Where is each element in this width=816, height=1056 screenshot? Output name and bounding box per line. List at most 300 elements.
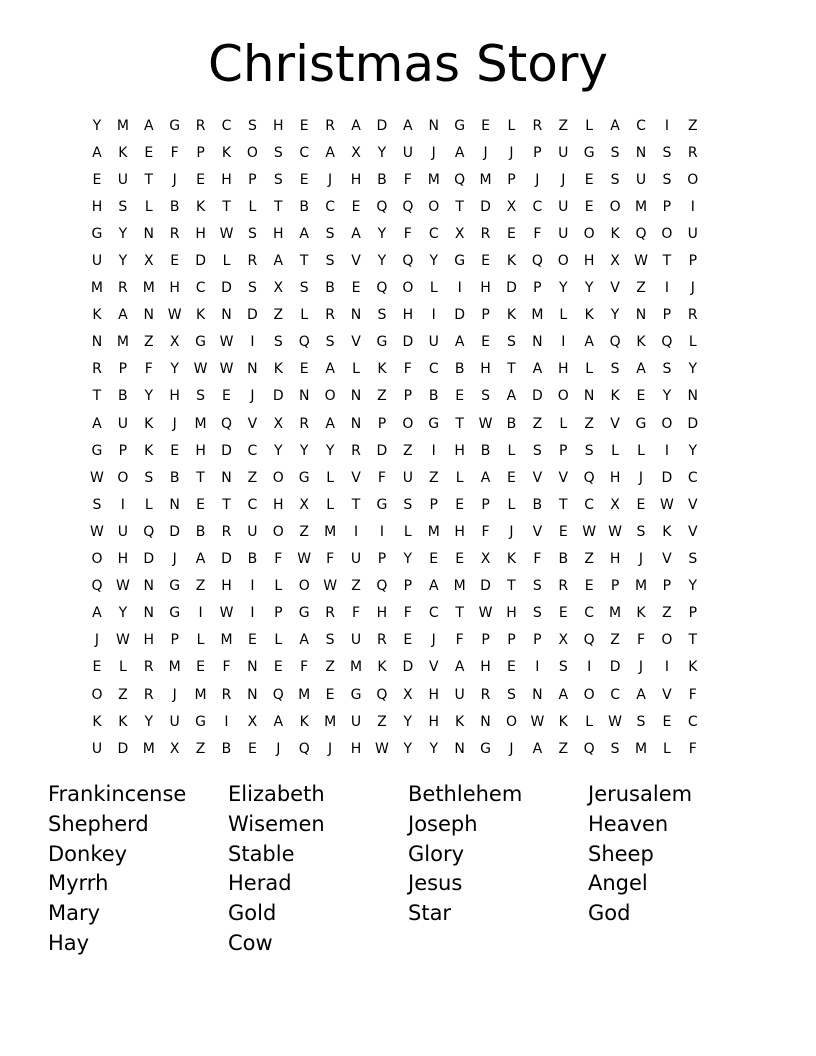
grid-letter: K [118,144,128,161]
grid-letter: O [272,523,284,540]
grid-letter: N [91,334,103,351]
grid-letter: O [609,198,621,215]
grid-letter: W [297,551,312,568]
word-list-item: Glory [408,841,465,866]
grid-letter: Q [376,686,388,703]
grid-letter: T [196,469,205,486]
grid-letter: Z [325,659,335,676]
grid-letter: J [172,551,177,568]
grid-letter: P [274,605,283,622]
grid-letter: L [248,198,257,215]
grid-letter: W [90,523,104,540]
word-list-item: Stable [228,841,295,866]
grid-letter: D [376,117,388,134]
grid-letter: W [167,307,182,324]
grid-letter: E [273,659,283,676]
grid-letter: E [299,361,309,378]
grid-letter: O [557,253,569,270]
grid-letter: W [582,523,597,540]
grid-letter: G [91,225,103,242]
grid-letter: K [662,523,672,540]
grid-letter: T [455,198,464,215]
word-list-item: Star [408,901,452,926]
grid-letter: D [221,280,232,297]
grid-letter: X [299,496,309,513]
grid-letter: E [170,442,180,459]
grid-letter: E [507,659,516,676]
grid-letter: L [196,632,205,649]
grid-letter: L [688,334,697,351]
grid-letter: A [118,307,128,324]
grid-row [84,654,732,681]
grid-letter: N [583,388,595,405]
grid-letter: T [507,578,516,595]
grid-letter: I [353,523,359,540]
grid-letter: S [688,551,698,568]
grid-letter: S [610,144,620,161]
grid-row [84,139,732,166]
grid-letter: T [558,496,568,513]
grid-letter: H [609,469,621,486]
grid-letter: P [196,144,205,161]
word-list-item: Frankincense [48,782,187,806]
grid-letter: Z [377,388,387,405]
grid-letter: K [636,334,646,351]
grid-letter: A [143,117,154,134]
grid-letter: K [688,659,698,676]
grid-letter: R [325,307,335,324]
grid-letter: N [221,307,232,324]
grid-letter: U [117,415,128,432]
grid-letter: J [172,171,177,188]
grid-row [84,166,732,193]
grid-letter: M [427,523,440,540]
grid-letter: T [351,496,361,513]
grid-letter: E [92,659,102,676]
grid-letter: N [143,307,154,324]
grid-letter: O [583,225,595,242]
grid-letter: K [506,307,517,324]
grid-letter: B [169,469,180,486]
grid-letter: G [298,605,310,622]
grid-letter: Y [325,442,335,459]
grid-letter: E [481,334,490,351]
grid-letter: I [664,117,669,134]
grid-letter: L [429,280,438,297]
grid-letter: Y [377,225,387,242]
grid-letter: K [377,361,387,378]
grid-letter: N [143,605,154,622]
grid-letter: L [507,117,516,134]
grid-letter: D [454,307,466,324]
grid-letter: S [662,144,672,161]
grid-letter: I [535,659,540,676]
grid-row [84,356,732,383]
grid-letter: E [222,388,231,405]
grid-letter: I [198,605,203,622]
grid-letter: C [195,280,206,297]
grid-letter: E [299,117,309,134]
grid-letter: V [662,686,672,703]
grid-letter: V [247,415,258,432]
grid-letter: P [118,442,128,459]
grid-letter: A [454,659,465,676]
grid-letter: P [662,307,672,324]
grid-letter: C [428,361,439,378]
grid-letter: Y [688,578,698,595]
grid-letter: Y [429,253,439,270]
grid-letter: Y [377,144,387,161]
grid-letter: R [480,686,491,703]
grid-letter: P [481,496,490,513]
grid-letter: G [635,415,647,432]
grid-letter: W [608,523,622,540]
grid-letter: K [558,713,568,730]
grid-letter: M [479,171,492,188]
grid-letter: G [169,578,181,595]
grid-letter: N [687,388,699,405]
grid-letter: S [610,361,620,378]
grid-letter: K [195,198,206,215]
grid-letter: O [402,415,414,432]
grid-letter: Z [195,578,206,595]
grid-letter: J [638,551,644,568]
grid-letter: L [559,307,568,324]
grid-letter: Y [662,388,672,405]
grid-letter: H [221,171,232,188]
grid-letter: Y [92,117,102,134]
grid-letter: E [196,496,205,513]
grid-letter: S [507,334,516,351]
grid-letter: C [428,225,439,242]
grid-letter: V [351,253,361,270]
grid-letter: R [687,144,698,161]
grid-letter: H [350,171,362,188]
grid-letter: Y [403,740,413,757]
word-list-item: Mary [48,901,101,926]
grid-letter: L [403,523,412,540]
grid-letter: W [634,253,648,270]
grid-letter: E [144,144,154,161]
grid-letter: R [195,117,206,134]
grid-letter: K [144,415,154,432]
grid-letter: J [561,171,566,188]
grid-letter: I [561,334,566,351]
grid-letter: A [506,388,517,405]
grid-letter: L [585,117,594,134]
grid-letter: D [609,659,621,676]
grid-letter: A [403,117,413,134]
grid-letter: W [323,578,338,595]
grid-letter: S [92,496,102,513]
grid-letter: M [116,334,129,351]
grid-letter: E [455,496,465,513]
grid-letter: S [325,225,335,242]
grid-letter: I [690,198,695,215]
grid-letter: Q [583,469,595,486]
grid-letter: W [219,361,234,378]
grid-row [84,600,732,627]
grid-letter: C [247,442,258,459]
grid-letter: W [219,605,234,622]
grid-letter: F [403,171,412,188]
grid-letter: R [351,442,361,459]
grid-row [84,383,732,410]
grid-letter: N [143,225,154,242]
grid-letter: L [507,442,516,459]
grid-letter: P [170,632,179,649]
grid-letter: L [274,578,283,595]
grid-letter: D [402,334,414,351]
grid-letter: O [91,686,103,703]
grid-letter: C [532,198,543,215]
grid-letter: Y [299,442,309,459]
grid-letter: U [350,632,362,649]
grid-letter: P [403,578,413,595]
grid-letter: B [558,551,569,568]
grid-letter: T [222,496,231,513]
grid-letter: P [533,632,542,649]
grid-letter: H [169,388,180,405]
grid-letter: M [634,198,648,215]
grid-letter: F [455,632,464,649]
grid-letter: M [194,686,207,703]
grid-letter: F [533,225,542,242]
grid-letter: A [299,225,309,242]
word-list-item: Hay [48,930,90,955]
grid-letter: J [638,659,644,676]
grid-row [84,112,732,139]
grid-letter: I [664,280,669,297]
grid-letter: Z [558,740,569,757]
grid-letter: Y [688,442,698,459]
grid-letter: L [144,496,153,513]
grid-letter: N [480,713,491,730]
grid-letter: A [454,334,465,351]
grid-letter: A [558,686,569,703]
grid-letter: A [610,117,620,134]
grid-letter: Q [298,740,310,757]
grid-letter: E [196,659,205,676]
grid-letter: G [583,144,595,161]
grid-letter: Z [351,578,361,595]
grid-letter: P [248,171,257,188]
grid-letter: D [402,659,414,676]
grid-letter: P [533,144,542,161]
grid-letter: F [274,551,283,568]
grid-letter: E [584,198,594,215]
grid-letter: V [532,469,543,486]
grid-row [84,491,732,518]
grid-letter: U [169,713,180,730]
grid-letter: M [349,659,363,676]
grid-letter: J [509,523,514,540]
grid-letter: P [533,280,542,297]
grid-letter: H [91,198,103,215]
grid-letter: V [610,415,620,432]
grid-letter: M [453,578,466,595]
grid-letter: R [558,578,569,595]
grid-letter: E [662,713,672,730]
grid-letter: R [687,307,698,324]
grid-letter: V [662,551,672,568]
grid-letter: E [351,280,361,297]
grid-letter: K [92,713,102,730]
grid-letter: B [169,198,180,215]
grid-letter: E [403,632,413,649]
word-list-item: Bethlehem [408,782,523,806]
grid-letter: I [664,659,669,676]
grid-letter: S [532,578,542,595]
grid-letter: B [118,388,128,405]
grid-letter: M [116,117,129,134]
grid-letter: X [143,253,154,270]
grid-letter: I [250,605,255,622]
grid-letter: X [169,334,180,351]
grid-letter: E [247,740,257,757]
grid-letter: A [351,117,361,134]
grid-letter: U [350,713,362,730]
word-list-item: Shepherd [48,811,149,836]
grid-letter: W [90,469,104,486]
grid-letter: O [505,713,517,730]
grid-letter: U [350,551,362,568]
grid-letter: D [480,198,491,215]
grid-letter: R [221,523,232,540]
grid-letter: Y [170,361,179,378]
grid-letter: M [168,659,181,676]
grid-letter: O [324,388,336,405]
grid-letter: Y [688,361,698,378]
grid-letter: Y [403,551,413,568]
grid-letter: L [662,740,671,757]
grid-letter: Z [662,605,672,622]
grid-letter: H [350,740,362,757]
grid-letter: F [170,144,179,161]
grid-letter: Z [377,713,387,730]
grid-letter: Q [272,686,284,703]
grid-letter: H [273,496,284,513]
grid-letter: B [428,388,439,405]
grid-letter: W [659,496,674,513]
grid-letter: X [273,415,284,432]
grid-letter: T [144,171,154,188]
grid-letter: P [688,253,698,270]
grid-letter: G [454,253,466,270]
grid-letter: A [636,361,646,378]
grid-letter: M [220,632,233,649]
grid-letter: C [221,117,232,134]
grid-letter: E [196,171,205,188]
grid-letter: C [687,713,698,730]
grid-letter: P [481,632,490,649]
grid-letter: O [91,551,103,568]
grid-letter: Q [220,415,232,432]
grid-letter: A [351,225,361,242]
grid-letter: Q [143,523,155,540]
word-list-item: Myrrh [48,871,109,896]
grid-letter: B [325,280,335,297]
grid-row [84,247,732,274]
grid-letter: K [636,605,646,622]
grid-letter: K [610,388,620,405]
grid-letter: E [429,551,439,568]
grid-letter: O [402,280,414,297]
grid-letter: Q [531,253,543,270]
grid-letter: W [219,225,234,242]
grid-letter: S [273,144,283,161]
grid-letter: M [609,605,622,622]
grid-letter: G [91,442,103,459]
grid-letter: E [92,171,102,188]
grid-letter: X [454,225,465,242]
grid-letter: V [351,334,361,351]
grid-letter: K [144,442,154,459]
grid-letter: I [664,442,669,459]
grid-letter: H [169,280,180,297]
grid-letter: K [455,713,465,730]
grid-letter: W [608,713,622,730]
grid-letter: H [143,632,155,649]
grid-letter: U [117,523,128,540]
grid-letter: F [636,632,646,649]
grid-letter: P [662,198,672,215]
grid-letter: Q [609,334,621,351]
grid-letter: M [142,280,155,297]
grid-letter: R [169,225,180,242]
grid-letter: L [144,198,153,215]
grid-letter: P [610,578,620,595]
grid-letter: Z [403,442,413,459]
grid-letter: A [480,469,491,486]
grid-letter: W [193,361,208,378]
grid-letter: L [611,442,619,459]
grid-letter: S [532,605,542,622]
grid-letter: C [247,496,258,513]
grid-letter: V [610,280,620,297]
grid-letter: L [118,659,127,676]
grid-letter: S [662,361,672,378]
grid-letter: C [636,117,646,134]
grid-letter: K [506,551,517,568]
grid-letter: K [195,307,206,324]
grid-letter: D [117,740,129,757]
grid-letter: X [247,713,258,730]
grid-letter: K [584,307,594,324]
grid-letter: A [636,686,646,703]
grid-letter: H [480,361,491,378]
page-title: Christmas Story [207,35,609,93]
grid-letter: S [118,198,128,215]
grid-letter: L [559,415,568,432]
grid-letter: C [687,469,698,486]
word-list-item: Sheep [588,841,654,866]
grid-letter: C [584,496,595,513]
grid-letter: W [115,632,130,649]
grid-letter: Y [429,740,439,757]
grid-letter: A [273,253,284,270]
grid-letter: D [247,307,258,324]
grid-letter: Y [558,280,568,297]
grid-letter: H [195,225,206,242]
grid-letter: M [142,740,155,757]
grid-letter: D [195,253,206,270]
grid-letter: E [507,225,516,242]
grid-letter: E [481,117,490,134]
grid-letter: K [273,361,283,378]
grid-letter: G [376,334,388,351]
grid-row [84,220,732,247]
